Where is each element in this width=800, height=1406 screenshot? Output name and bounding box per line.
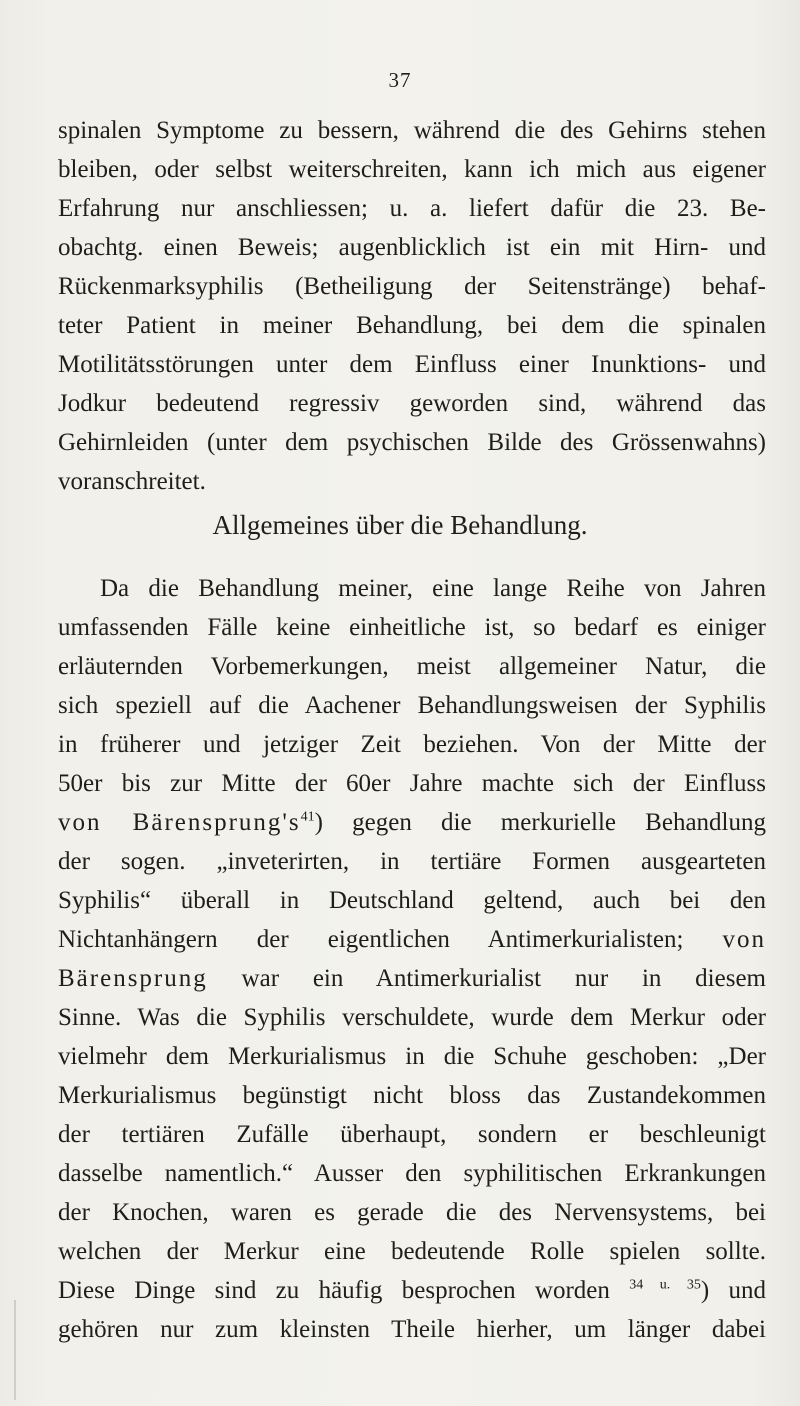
page-number: 37 xyxy=(388,68,412,92)
section-heading: Allgemeines über die Behandlung. xyxy=(212,510,588,540)
text-line: Syphilis“ überall in Deutschland geltend, auch bei den xyxy=(58,887,766,914)
text-line: Da die Behandlung meiner, eine lange Reihe von Jahren xyxy=(100,575,766,602)
line-remainder: ) gegen die merkurielle Behandlung xyxy=(314,809,766,836)
section-paragraph xyxy=(58,569,766,1349)
text-line: der tertiären Zufälle überhaupt, sondern er beschleunigt xyxy=(58,1121,766,1148)
opening-paragraph xyxy=(58,111,766,501)
line-remainder: ) und xyxy=(700,1277,767,1304)
text-line: voranschreitet. xyxy=(58,468,206,495)
text-line: der Knochen, waren es gerade die des Nervensystems, bei xyxy=(58,1199,766,1226)
text-line: teter Patient in meiner Behandlung, bei dem die spinalen xyxy=(58,312,766,339)
text-line: 50er bis zur Mitte der 60er Jahre machte sich der Einfluss xyxy=(58,770,766,797)
text-line: der sogen. „inveterirten, in tertiäre Formen ausgearteten xyxy=(58,848,766,875)
text-line: Motilitätsstörungen unter dem Einfluss einer Inunktions- und xyxy=(58,351,766,378)
text-line: gehören nur zum kleinsten Theile hierher, um länger dabei xyxy=(58,1316,766,1343)
text-line: Sinne. Was die Syphilis verschuldete, wurde dem Merkur oder xyxy=(58,1004,766,1031)
text-line: Merkurialismus begünstigt nicht bloss das Zustandekommen xyxy=(58,1082,766,1109)
text-line: vielmehr dem Merkurialismus in die Schuhe geschoben: „Der xyxy=(58,1043,766,1070)
line-remainder: war ein Antimerkurialist nur in diesem xyxy=(241,965,766,992)
text-line: Gehirnleiden (unter dem psychischen Bilde des Grössenwahns) xyxy=(58,429,766,456)
page-edge-mark xyxy=(14,1300,16,1400)
text-line: welchen der Merkur eine bedeutende Rolle spielen sollte. xyxy=(58,1238,766,1265)
text-line: spinalen Symptome zu bessern, während die des Gehirns stehen xyxy=(58,117,766,144)
text-line xyxy=(58,803,766,842)
text-line: erläuternden Vorbemerkungen, meist allgemeiner Natur, die xyxy=(58,653,766,680)
text-line: obachtg. einen Beweis; augenblicklich ist ein mit Hirn- und xyxy=(58,234,766,261)
line-start: Nichtanhängern der eigentlichen Antimerkurialisten; xyxy=(58,926,684,953)
text-line: umfassenden Fälle keine einheitliche ist, so bedarf es einiger xyxy=(58,614,766,641)
spaced-word: von xyxy=(722,926,767,953)
footnote-reference: 41 xyxy=(300,809,315,825)
text-line: dasselbe namentlich.“ Ausser den syphilitischen Erkrankungen xyxy=(58,1160,766,1187)
footnote-reference: 34 u. 35 xyxy=(629,1277,701,1293)
text-line xyxy=(58,959,766,998)
text-line: sich speziell auf die Aachener Behandlungsweisen der Syphilis xyxy=(58,692,766,719)
text-line xyxy=(58,1271,766,1310)
text-line: bleiben, oder selbst weiterschreiten, kann ich mich aus eigener xyxy=(58,156,766,183)
line-start: Diese Dinge sind zu häufig besprochen worden xyxy=(58,1277,610,1304)
author-name: von Bärensprung's xyxy=(58,809,301,836)
text-line xyxy=(58,920,766,959)
author-name: Bärensprung xyxy=(58,965,208,992)
text-line: Erfahrung nur anschliessen; u. a. liefert dafür die 23. Be- xyxy=(58,195,766,222)
text-line: Rückenmarksyphilis (Betheiligung der Seitenstränge) behaf- xyxy=(58,273,766,300)
text-line: Jodkur bedeutend regressiv geworden sind, während das xyxy=(58,390,766,417)
text-line: in früherer und jetziger Zeit beziehen. Von der Mitte der xyxy=(58,731,766,758)
